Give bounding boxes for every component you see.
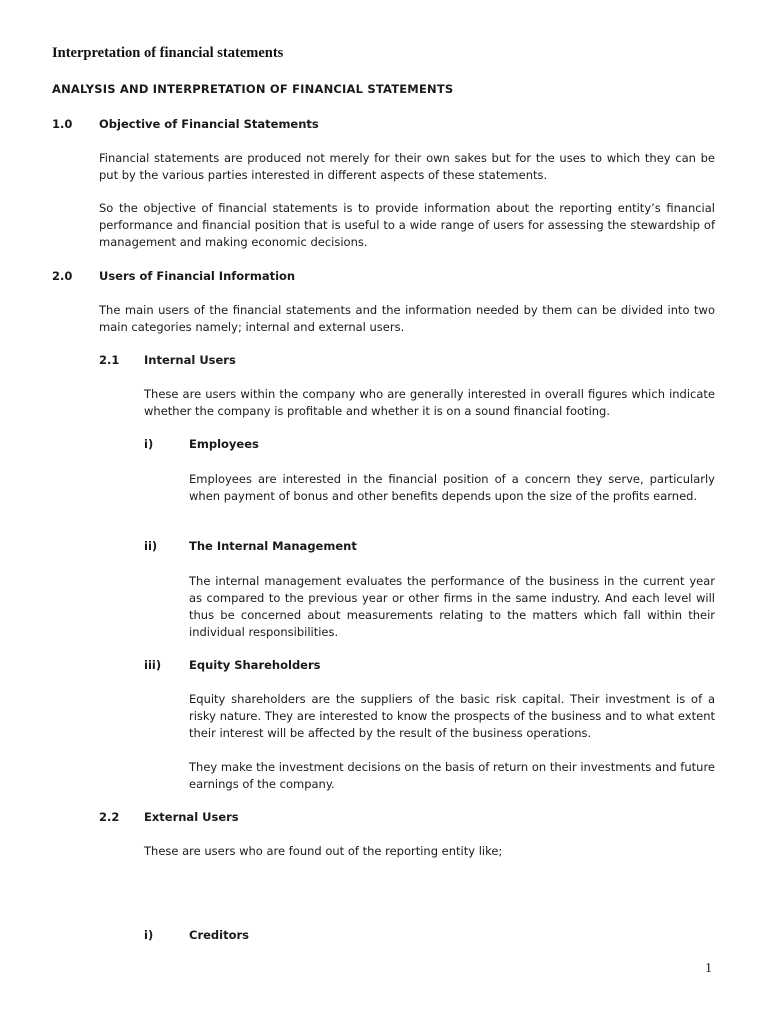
- document-title: Interpretation of financial statements: [52, 45, 284, 61]
- item-number: ii): [144, 539, 158, 553]
- paragraph: They make the investment decisions on the basis of return on their investments and future earnings of the company.: [189, 760, 715, 791]
- item-heading: The Internal Management: [189, 539, 357, 553]
- item-heading: Creditors: [189, 928, 249, 942]
- paragraph: So the objective of financial statements is to provide information about the reporting entity’s financial performance and financial position that is useful to a wide range of users for assessing the stewardship of management and making economic decisions.: [99, 201, 715, 249]
- paragraph: The internal management evaluates the performance of the business in the current year as compared to the previous year or other firms in the same industry. And each level will thus be concerned about measurements relating to the matters which fall within their individual responsibilities.: [189, 574, 715, 639]
- paragraph: These are users who are found out of the reporting entity like;: [144, 844, 503, 858]
- paragraph: Employees are interested in the financial position of a concern they serve, particularly when payment of bonus and other benefits depends upon the size of the profits earned.: [189, 472, 715, 503]
- item-heading: Equity Shareholders: [189, 658, 321, 672]
- item-number: i): [144, 928, 154, 942]
- main-heading: ANALYSIS AND INTERPRETATION OF FINANCIAL STATEMENTS: [52, 82, 454, 96]
- subsection-number: 2.1: [99, 353, 120, 367]
- section-number: 2.0: [52, 269, 73, 283]
- item-number: i): [144, 437, 154, 451]
- page-number: 1: [705, 961, 712, 976]
- paragraph: The main users of the financial statements and the information needed by them can be divided into two main categories namely; internal and external users.: [99, 303, 715, 334]
- paragraph: Financial statements are produced not merely for their own sakes but for the uses to which they can be put by the various parties interested in different aspects of these statements.: [99, 151, 715, 182]
- section-number: 1.0: [52, 117, 73, 131]
- subsection-heading: External Users: [144, 810, 239, 824]
- subsection-heading: Internal Users: [144, 353, 236, 367]
- item-number: iii): [144, 658, 162, 672]
- item-heading: Employees: [189, 437, 259, 451]
- section-heading: Users of Financial Information: [99, 269, 296, 283]
- paragraph: Equity shareholders are the suppliers of the basic risk capital. Their investment is of a risky nature. They are interested to know the prospects of the business and to what extent their interest will be affected by the result of the business operations.: [189, 692, 715, 740]
- section-heading: Objective of Financial Statements: [99, 117, 319, 131]
- subsection-number: 2.2: [99, 810, 120, 824]
- paragraph: These are users within the company who are generally interested in overall figures which indicate whether the company is profitable and whether it is on a sound financial footing.: [144, 387, 715, 418]
